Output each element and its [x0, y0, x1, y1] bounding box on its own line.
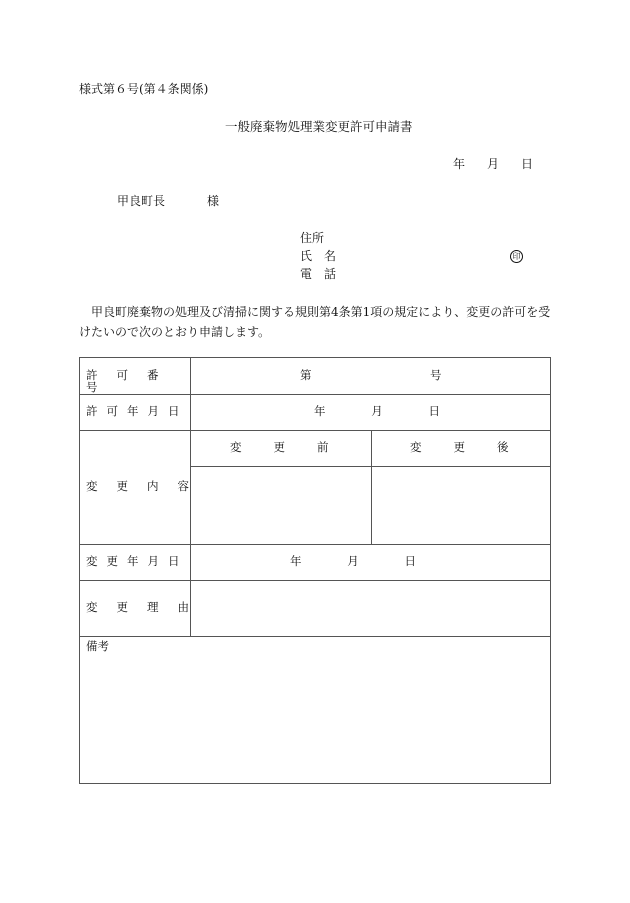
date-year: 年	[453, 157, 466, 171]
before-header: 変更前	[230, 440, 361, 454]
permit-number-label: 許可番号	[86, 368, 178, 394]
row-divider	[80, 394, 550, 395]
permit-date-field	[314, 406, 440, 418]
date-month: 月	[486, 157, 499, 171]
change-date-year: 年	[290, 554, 302, 568]
row-divider	[80, 430, 550, 431]
document-title: 一般廃棄物処理業変更許可申請書	[225, 119, 413, 134]
form-number: 様式第６号(第４条関係)	[79, 82, 209, 96]
change-reason-label: 変更理由	[86, 600, 208, 614]
permit-date-day: 日	[428, 404, 440, 418]
permit-number-suffix: 号	[430, 368, 442, 382]
change-date-label: 変更年月日	[86, 554, 189, 568]
row-divider	[80, 636, 550, 637]
after-header: 変更後	[410, 440, 541, 454]
row-divider	[80, 544, 550, 545]
change-date-field	[290, 556, 416, 568]
row-divider	[80, 580, 550, 581]
row-divider	[190, 466, 550, 467]
permit-date-year: 年	[314, 404, 326, 418]
applicant-phone-label: 電話	[300, 267, 349, 281]
remarks-label: 備考	[86, 639, 109, 653]
permit-date-label: 許可年月日	[86, 404, 189, 418]
column-divider	[371, 430, 372, 544]
seal-mark	[510, 249, 523, 263]
seal-icon: 印	[510, 250, 523, 263]
column-divider	[190, 358, 191, 636]
body-paragraph: 甲良町廃棄物の処理及び清掃に関する規則第4条第1項の規定により、変更の許可を受けたいので次のとおり申請します。	[79, 305, 551, 339]
addressee-name: 甲良町長	[117, 194, 166, 208]
application-form-table	[79, 357, 551, 784]
applicant-address-label: 住所	[300, 231, 325, 245]
date-day: 日	[520, 157, 533, 171]
applicant-name-label: 氏名	[300, 249, 349, 263]
change-date-month: 月	[347, 554, 359, 568]
change-date-day: 日	[404, 554, 416, 568]
change-content-label: 変更内容	[86, 479, 208, 493]
application-date	[453, 158, 533, 170]
permit-date-month: 月	[371, 404, 383, 418]
addressee-honorific: 様	[207, 194, 220, 208]
permit-number-prefix: 第	[300, 368, 312, 382]
